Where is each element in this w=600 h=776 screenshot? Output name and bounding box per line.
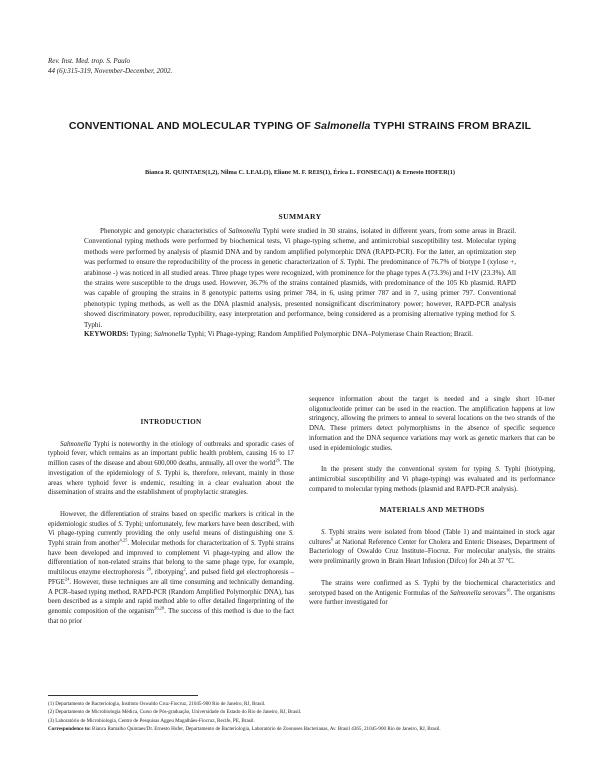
- journal-issue: 44 (6):315-319, November-December, 2002.: [48, 67, 173, 75]
- right-column: [309, 395, 555, 620]
- text-run: Typhi (biotyping, antimicrobial susceptibility and Vi phage-typing) was evaluated and its performance compared to molecular typing methods (plasmid and RAPD-PCR analysis).: [309, 466, 555, 493]
- citation-ref: 26,28: [154, 605, 165, 611]
- text-run: Typing;: [128, 330, 154, 338]
- text-run: Typhi strains have been developed and improved to complement Vi phage-typing and allow the differentiation of non-related strains that belong to the same phage type, for example, multilocus enzyme electrophoresis: [48, 540, 294, 577]
- correspondence-text: Bianca Ramalho Quintaes/Dr. Ernesto Hofer, Departamento de Bacteriologia, Laboratório de Zoonoses Bacterianas, Av. Brasil 4365, 21045-900 Rio de Janeiro, RJ, Brasil.: [90, 726, 441, 733]
- intro-paragraph-2: [48, 510, 294, 626]
- footnotes: [48, 700, 564, 734]
- text-run: S.: [118, 520, 124, 528]
- citation-ref: 2: [183, 566, 186, 572]
- text-run: S.: [288, 530, 294, 538]
- text-run: Salmonella: [153, 330, 186, 338]
- citation-ref: 4,25: [119, 537, 128, 543]
- footnote-divider: [48, 695, 198, 696]
- text-run: , ribotyping: [150, 569, 184, 577]
- text-run: S.: [250, 540, 257, 548]
- text-run: Typhi is noteworthy in the etiology of outbreaks and sporadic cases of typhoid fever, which remains as an important public health problem, causing 16 to 17 million cases of the disease and about 600,000 deaths, annually, all over the world: [48, 440, 294, 468]
- text-run: Typhi strains were isolated from blood (Table 1) and maintained in stock agar cultures: [309, 529, 555, 546]
- journal-name: Rev. Inst. Med. trop. S. Paulo: [48, 57, 131, 65]
- text-run: Typhi by the biochemical characteristics and serotyped based on the Antigenic Formulas of the: [309, 579, 555, 597]
- text-run: S.: [510, 310, 516, 319]
- title-part: CONVENTIONAL AND MOLECULAR TYPING OF: [68, 120, 315, 132]
- text-run: , and pulsed field gel electrophoresis – PFGE: [48, 569, 295, 586]
- intro-paragraph-4: [309, 465, 555, 494]
- text-run: . The success of this method is due to the fact that no prior: [48, 607, 294, 625]
- methods-paragraph-1: [309, 528, 555, 567]
- text-run: at National Reference Center for Cholera and Enteric Diseases, Department of Bacteriology of Oswaldo Cruz Institute–Fiocruz. For molecular analysis, the strains were preliminarily grown in Brain Heart Infusion (Difco) for 24h at 37 ºC.: [309, 538, 555, 566]
- footnote-1: (1) Departamento de Bacteriologia, Instituto Oswaldo Cruz-Fiocruz, 21045-900 Rio de Janeiro, RJ, Brasil.: [48, 701, 266, 707]
- citation-ref: 6: [330, 536, 334, 542]
- text-run: The strains were confirmed as: [321, 579, 415, 587]
- citation-ref: 20: [146, 566, 151, 572]
- footnote-3: (3) Laboratório de Microbiologia, Centro de Pesquisas Aggeu Magalhães-Fiocruz, Recife, PE, Brasil.: [48, 717, 255, 724]
- citation-ref: 26: [275, 457, 280, 463]
- text-run: S.: [495, 466, 501, 474]
- text-run: S.: [414, 579, 420, 587]
- text-run: Typhi is, therefore, relevant, mainly in those areas where typhoid fever is endemic, resulting in a clear evaluation about the dissemination of strains and the establishment of prophylactic strategies.: [48, 469, 294, 497]
- text-run: Salmonella: [449, 589, 481, 597]
- abstract-text: [84, 226, 516, 330]
- footnote-2: (2) Departamento de Microbiologia Médica, Curso de Pós-graduação, Universidade do Estado do Rio de Janeiro, RJ, Brasil.: [48, 709, 302, 716]
- text-run: Typhi.: [84, 320, 103, 329]
- left-column: [48, 418, 294, 638]
- text-run: Typhi were studied in 30 strains, isolated in different years, from some areas in Brazil. Conventional typing methods were performed by biochemical tests, Vi phage-typing scheme, and antimicrobial susceptibility test. Molecular typing methods were performed by analysis of plasmid DNA and by random amplified polymorphic DNA (RAPD-PCR). For the latter, an optimization step was performed to ensure the reproducibility of the process in genetic characterization of: [84, 227, 517, 267]
- methods-heading: MATERIALS AND METHODS: [379, 506, 485, 515]
- methods-paragraph-2: [309, 579, 555, 608]
- journal-citation: [48, 56, 172, 76]
- correspondence-label: Correspondence to:: [48, 726, 91, 733]
- text-run: In the present study the conventional system for typing: [321, 466, 496, 474]
- text-run: . However, these techniques are all time consuming and technically demanding. A PCR–based typing method, RAPD-PCR (Random Amplified Polymorphic DNA), has been described as a simple and rapid method able to offer detailed fingerprinting of the genomic composition of the organism: [48, 578, 294, 615]
- text-run: Typhi; unfortunately, few markers have been described, with Vi phage-typing currently providing the only useful means of distinguishing one: [48, 520, 295, 538]
- author-list: Bianca R. QUINTAES(1,2), Nilma C. LEAL(3), Eliane M. F. REIS(1), Érica L. FONSECA(1) & Ernesto HOFER(1): [145, 169, 455, 176]
- text-run: serovars: [480, 589, 506, 597]
- text-run: Phenotypic and genotypic characteristics of: [100, 227, 229, 235]
- text-run: S.: [156, 469, 162, 477]
- intro-paragraph-3: sequence information about the target is needed and a single short 10-mer oligonucleotide primer can be used in the reaction. The amplification happens at low stringency, allowing the primers to anneal to several locations on the two strands of the DNA. These primers detect polymorphisms in the absence of specific sequence information and the DNA sequence variations may work as genetic markers that can be used in epidemiologic studies.: [309, 396, 555, 452]
- text-run: Salmonella: [60, 440, 92, 448]
- correspondence: [48, 725, 564, 733]
- text-run: However, the differentiation of strains based on specific markers is critical in the epidemiologic studies of: [48, 510, 294, 528]
- keywords-label: KEYWORDS:: [84, 330, 129, 338]
- citation-ref: 24: [64, 576, 70, 582]
- text-run: . The organisms were further investigated for: [309, 589, 555, 607]
- text-run: Typhi; Vi Phage-typing; Random Amplified Polymorphic DNA–Polymerase Chain Reaction; Brazil.: [185, 330, 473, 338]
- text-run: . The investigation of the epidemiology of: [48, 460, 294, 477]
- paper-title: [40, 120, 560, 132]
- text-run: S.: [321, 529, 327, 537]
- text-run: S.: [339, 258, 346, 267]
- text-run: Typhi strain from another: [48, 540, 120, 548]
- citation-ref: 16: [505, 587, 511, 593]
- title-part: TYPHI STRAINS FROM BRAZIL: [370, 120, 532, 132]
- text-run: Typhi. The predominance of 76.7% of biotype I (xylose +, arabinose -) was noticed in all studied areas. Three phage types were recognized, with prominence for the phage types A (73.3%) and I+IV (23.3%). All the strains were susceptible to the drugs used. However, 36.7% of the strains contained plasmids, with predominance of the 105 Kb plasmid. RAPD was capable of grouping the strains in 8 genotypic patterns using primer 784, in 6, using primer 787 and in 7, using primer 797. Conventional phenotypic typing methods, as well as the DNA plasmid analysis, presented nonsignificant discriminatory power; however, RAPD-PCR analysis showed discriminatory power, reproducibility, easy interpretation and performance, being considered as a promising alternative typing method for: [84, 258, 516, 319]
- introduction-heading: INTRODUCTION: [140, 418, 202, 426]
- text-run: . Molecular methods for characterization of: [127, 540, 251, 548]
- intro-paragraph-1: [48, 440, 294, 498]
- keywords: [84, 329, 516, 339]
- text-run: Salmonella: [228, 227, 261, 235]
- title-genus: Salmonella: [314, 120, 371, 132]
- summary-heading: SUMMARY: [278, 212, 322, 221]
